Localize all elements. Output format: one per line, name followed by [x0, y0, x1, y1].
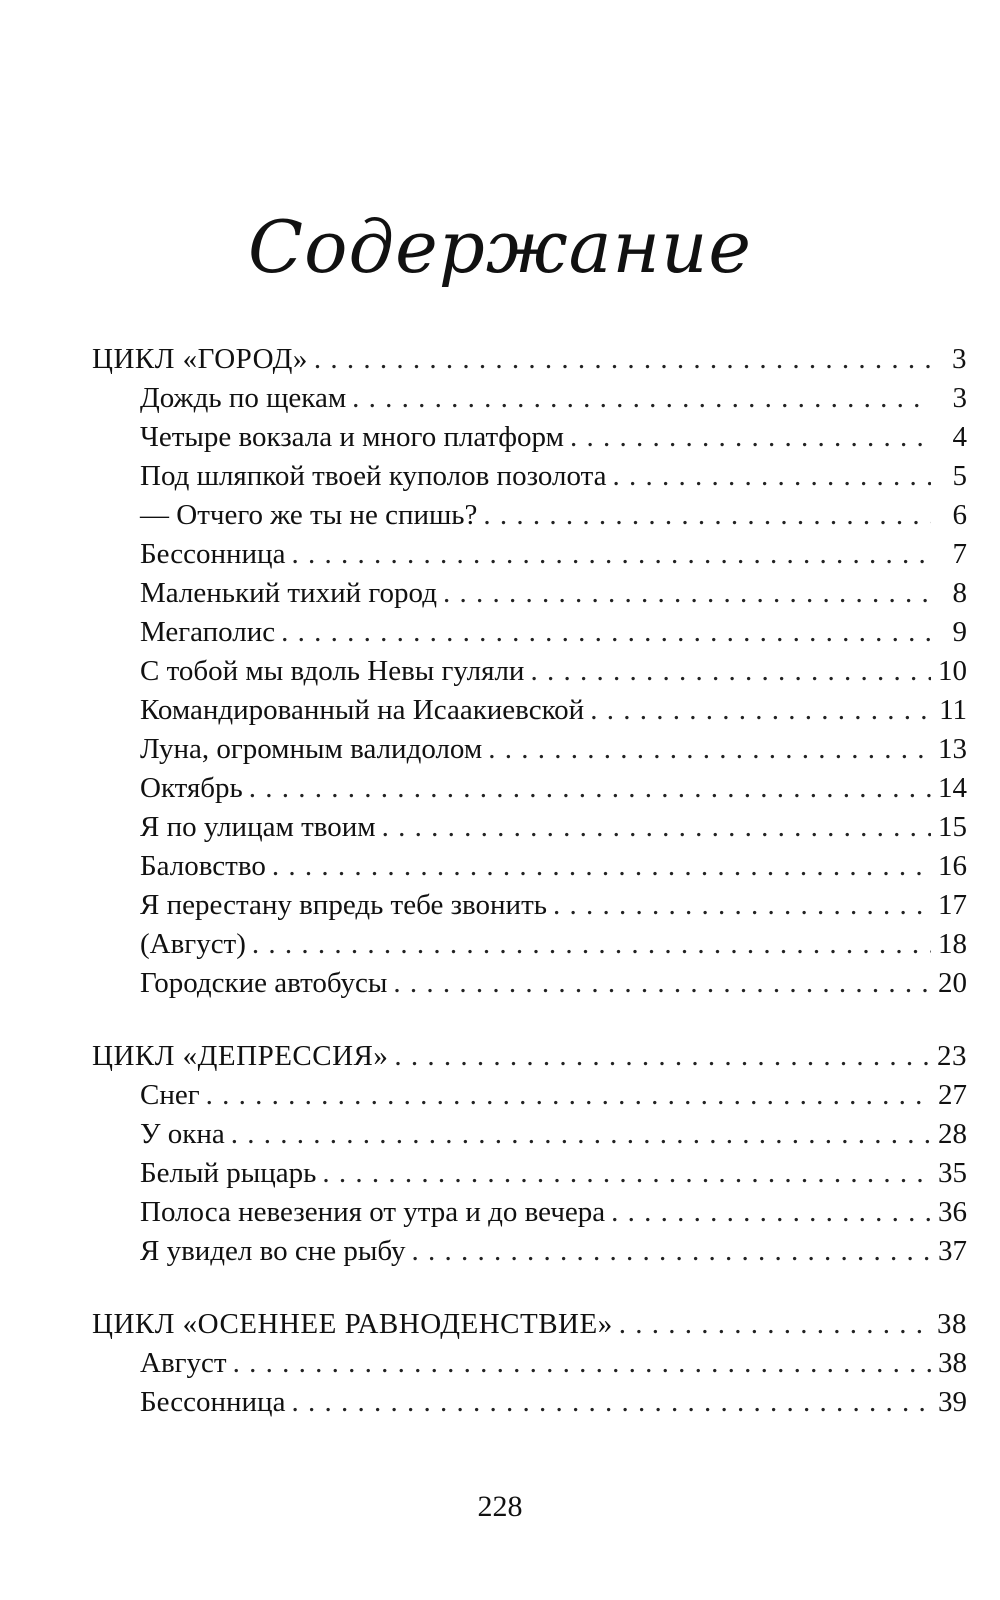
toc-entry-title: Городские автобусы — [140, 967, 388, 999]
dot-leader — [206, 1076, 931, 1115]
dot-leader — [611, 1193, 931, 1232]
toc-entry-row — [92, 574, 967, 613]
toc-page-number: 4 — [952, 421, 967, 453]
toc-entry-row — [92, 1115, 967, 1154]
toc-entry-row — [92, 418, 967, 457]
toc-entry-row — [92, 964, 967, 1003]
toc-page-number: 15 — [938, 811, 967, 843]
toc-entry-title: Снег — [140, 1079, 200, 1111]
toc-entry-row — [92, 691, 967, 730]
dot-leader — [272, 847, 931, 886]
toc-entry-title: Я перестану впредь тебе звонить — [140, 889, 547, 921]
toc-entry-title: (Август) — [140, 928, 246, 960]
dot-leader — [553, 886, 931, 925]
toc-entry-row — [92, 1193, 967, 1232]
toc-entry-row — [92, 613, 967, 652]
toc-entry-row — [92, 496, 967, 535]
toc-section-title: ЦИКЛ «ОСЕННЕЕ РАВНОДЕНСТВИЕ» — [92, 1308, 613, 1340]
page-title: Содержание — [248, 205, 752, 289]
toc-entry-title: Командированный на Исаакиевской — [140, 694, 585, 726]
toc-page-number: 5 — [952, 460, 967, 492]
toc-section-row — [92, 340, 967, 379]
toc-page-number: 20 — [938, 967, 967, 999]
toc-page-number: 35 — [938, 1157, 967, 1189]
toc-entry-title: Маленький тихий город — [140, 577, 437, 609]
dot-leader — [412, 1232, 931, 1271]
toc-entry-title: Дождь по щекам — [140, 382, 347, 414]
toc-entry-row — [92, 1344, 967, 1383]
toc-page-number: 28 — [938, 1118, 967, 1150]
toc-entry-title: Белый рыцарь — [140, 1157, 317, 1189]
toc-section-title: ЦИКЛ «ДЕПРЕССИЯ» — [92, 1040, 389, 1072]
dot-leader — [281, 613, 931, 652]
toc-entry-row — [92, 1076, 967, 1115]
toc-entry-row — [92, 1154, 967, 1193]
toc-entry-title: Бессонница — [140, 538, 286, 570]
toc-page-number: 39 — [938, 1386, 967, 1418]
dot-leader — [590, 691, 931, 730]
dot-leader — [252, 925, 931, 964]
toc-page-number: 11 — [939, 694, 967, 726]
toc-page-number: 37 — [938, 1235, 967, 1267]
dot-leader — [530, 652, 931, 691]
dot-leader — [619, 1305, 931, 1344]
toc-page-number: 18 — [938, 928, 967, 960]
toc-entry-row — [92, 925, 967, 964]
dot-leader — [443, 574, 931, 613]
toc-entry-row — [92, 535, 967, 574]
toc-entry-title: Октябрь — [140, 772, 243, 804]
toc-entry-row — [92, 886, 967, 925]
toc-entry-title: Баловство — [140, 850, 266, 882]
dot-leader — [249, 769, 931, 808]
toc-entry-row — [92, 808, 967, 847]
toc-page-number: 8 — [952, 577, 967, 609]
dot-leader — [231, 1115, 931, 1154]
toc-page-number: 38 — [938, 1347, 967, 1379]
toc-entry-title: Под шляпкой твоей куполов позолота — [140, 460, 607, 492]
toc-page-number: 10 — [938, 655, 967, 687]
toc-entry-title: У окна — [140, 1118, 225, 1150]
toc-entry-title: Четыре вокзала и много платформ — [140, 421, 564, 453]
toc-page-number: 3 — [952, 343, 967, 375]
toc-page-number: 16 — [938, 850, 967, 882]
toc-entry-title: — Отчего же ты не спишь? — [140, 499, 478, 531]
toc-entry-row — [92, 1383, 967, 1422]
dot-leader — [291, 1383, 931, 1422]
dot-leader — [382, 808, 931, 847]
toc-entry-row — [92, 847, 967, 886]
toc-entry-title: С тобой мы вдоль Невы гуляли — [140, 655, 525, 687]
toc-entry-row — [92, 1232, 967, 1271]
toc-entry-row — [92, 379, 967, 418]
toc-entry-title: Полоса невезения от утра и до вечера — [140, 1196, 606, 1228]
toc-page-number: 7 — [952, 538, 967, 570]
toc-entry-title: Мегаполис — [140, 616, 276, 648]
toc-page-number: 36 — [938, 1196, 967, 1228]
toc-entry-title: Луна, огромным валидолом — [140, 733, 483, 765]
toc-entry-row — [92, 730, 967, 769]
toc-page-number: 6 — [952, 499, 967, 531]
toc-entry-title: Я увидел во сне рыбу — [140, 1235, 406, 1267]
toc-entry-row — [92, 457, 967, 496]
dot-leader — [314, 340, 931, 379]
toc-page-number: 9 — [952, 616, 967, 648]
dot-leader — [291, 535, 931, 574]
table-of-contents — [92, 340, 967, 1422]
toc-entry-title: Я по улицам твоим — [140, 811, 376, 843]
toc-entry-title: Бессонница — [140, 1386, 286, 1418]
toc-entry-row — [92, 769, 967, 808]
toc-section-row — [92, 1305, 967, 1344]
dot-leader — [352, 379, 931, 418]
dot-leader — [570, 418, 931, 457]
dot-leader — [393, 964, 931, 1003]
toc-page-number: 14 — [938, 772, 967, 804]
toc-page-number: 23 — [937, 1040, 967, 1072]
toc-section-row — [92, 1037, 967, 1076]
dot-leader — [233, 1344, 931, 1383]
toc-page-number: 27 — [938, 1079, 967, 1111]
toc-page-number: 17 — [938, 889, 967, 921]
dot-leader — [322, 1154, 931, 1193]
dot-leader — [483, 496, 931, 535]
toc-entry-row — [92, 652, 967, 691]
toc-page-number: 38 — [937, 1308, 967, 1340]
dot-leader — [394, 1037, 931, 1076]
page-number: 228 — [477, 1490, 523, 1523]
toc-entry-title: Август — [140, 1347, 227, 1379]
dot-leader — [612, 457, 931, 496]
toc-page-number: 13 — [938, 733, 967, 765]
dot-leader — [488, 730, 931, 769]
toc-page-number: 3 — [952, 382, 967, 414]
toc-section-title: ЦИКЛ «ГОРОД» — [92, 343, 308, 375]
